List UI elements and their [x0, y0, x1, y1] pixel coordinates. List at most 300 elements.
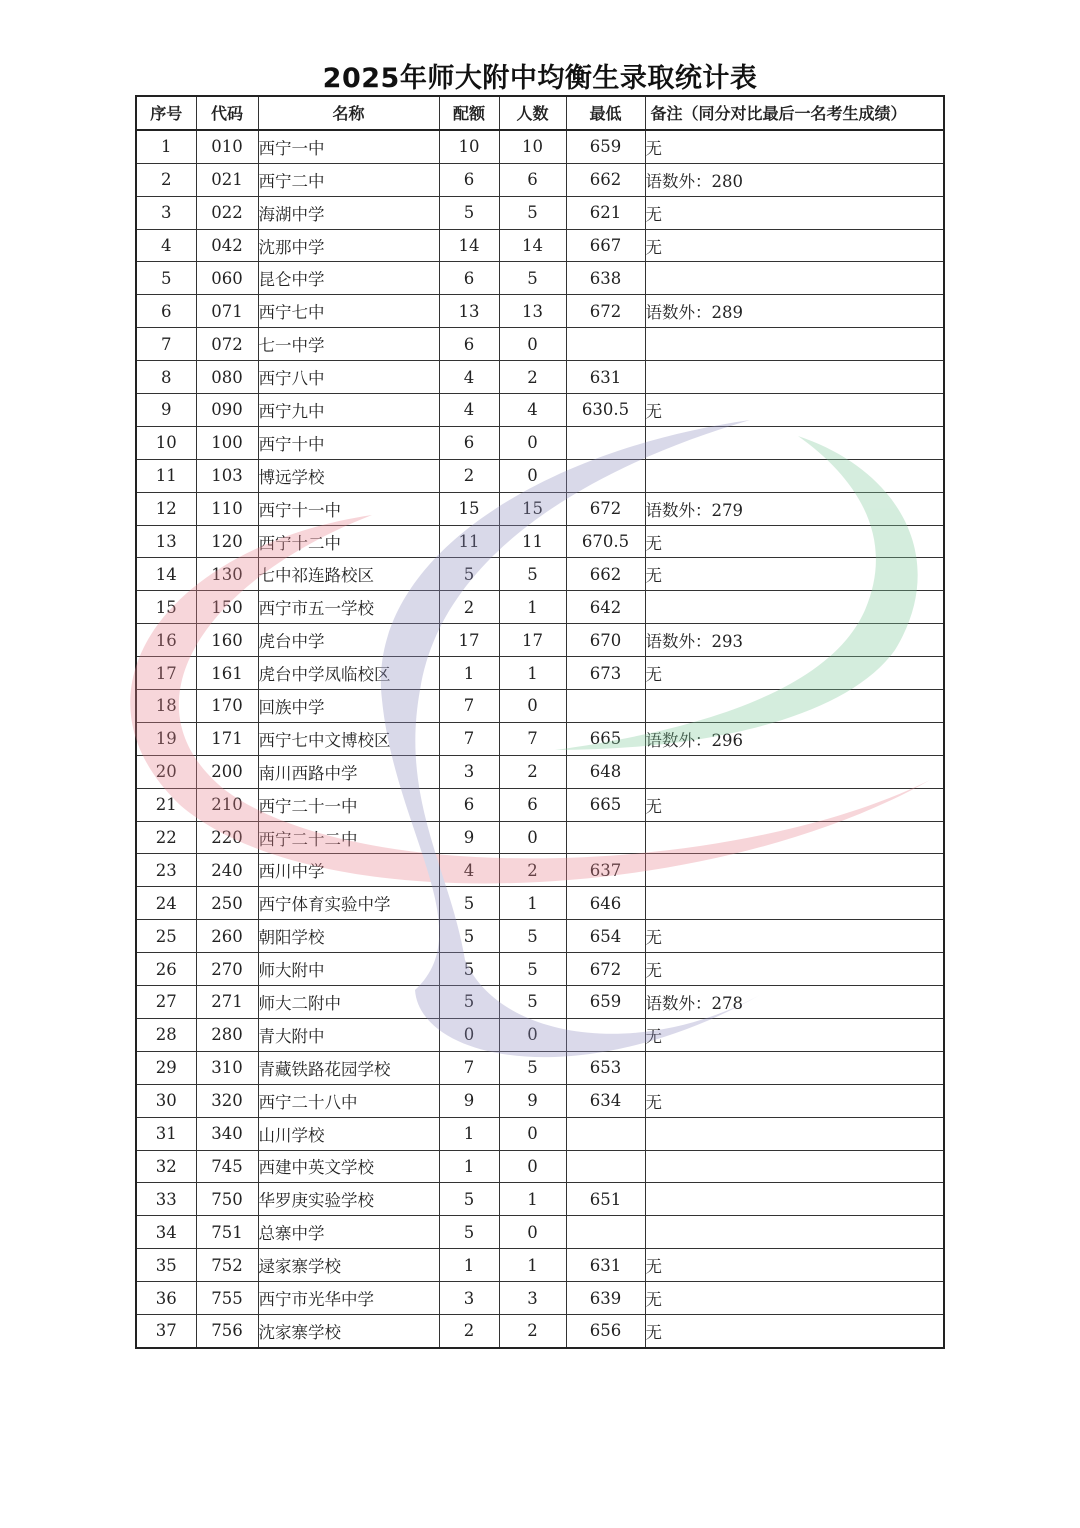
cell-index: 9 — [136, 394, 196, 427]
table-row — [136, 426, 944, 459]
cell-count: 1 — [499, 887, 566, 920]
cell-min-score: 673 — [566, 657, 645, 690]
cell-name: 昆仑中学 — [258, 262, 439, 295]
cell-quota: 7 — [439, 690, 499, 723]
cell-quota: 15 — [439, 492, 499, 525]
cell-count: 0 — [499, 1150, 566, 1183]
cell-code: 240 — [196, 854, 258, 887]
cell-note: 无 — [645, 229, 944, 262]
cell-count: 5 — [499, 920, 566, 953]
cell-code: 220 — [196, 821, 258, 854]
cell-count: 7 — [499, 722, 566, 755]
table-row — [136, 361, 944, 394]
cell-index: 17 — [136, 657, 196, 690]
table-row — [136, 1183, 944, 1216]
cell-count: 0 — [499, 1216, 566, 1249]
table-row — [136, 1282, 944, 1315]
cell-min-score: 631 — [566, 361, 645, 394]
cell-count: 0 — [499, 426, 566, 459]
cell-index: 16 — [136, 624, 196, 657]
cell-count: 5 — [499, 953, 566, 986]
cell-quota: 6 — [439, 163, 499, 196]
cell-min-score: 634 — [566, 1084, 645, 1117]
cell-name: 总寨中学 — [258, 1216, 439, 1249]
header-count: 人数 — [499, 96, 566, 130]
page-title: 2025年师大附中均衡生录取统计表 — [322, 63, 758, 94]
cell-min-score: 672 — [566, 953, 645, 986]
cell-quota: 3 — [439, 1282, 499, 1315]
cell-min-score — [566, 328, 645, 361]
cell-note: 无 — [645, 394, 944, 427]
cell-code: 745 — [196, 1150, 258, 1183]
cell-name: 西川中学 — [258, 854, 439, 887]
table-row — [136, 328, 944, 361]
cell-count: 1 — [499, 1249, 566, 1282]
cell-index: 12 — [136, 492, 196, 525]
cell-note: 无 — [645, 1018, 944, 1051]
cell-name: 西宁二中 — [258, 163, 439, 196]
cell-quota: 6 — [439, 328, 499, 361]
cell-count: 9 — [499, 1084, 566, 1117]
header-min-score: 最低 — [566, 96, 645, 130]
cell-count: 0 — [499, 821, 566, 854]
table-row — [136, 1117, 944, 1150]
cell-code: 750 — [196, 1183, 258, 1216]
table-row — [136, 722, 944, 755]
cell-code: 210 — [196, 788, 258, 821]
cell-note — [645, 459, 944, 492]
table-body — [136, 130, 944, 1348]
cell-code: 150 — [196, 591, 258, 624]
cell-note — [645, 755, 944, 788]
cell-code: 270 — [196, 953, 258, 986]
cell-name: 青大附中 — [258, 1018, 439, 1051]
cell-min-score: 659 — [566, 130, 645, 163]
cell-note — [645, 361, 944, 394]
cell-note: 语数外：279 — [645, 492, 944, 525]
cell-min-score: 639 — [566, 1282, 645, 1315]
cell-name: 西宁体育实验中学 — [258, 887, 439, 920]
cell-quota: 1 — [439, 657, 499, 690]
cell-code: 110 — [196, 492, 258, 525]
cell-quota: 0 — [439, 1018, 499, 1051]
header-code: 代码 — [196, 96, 258, 130]
cell-quota: 7 — [439, 722, 499, 755]
cell-count: 6 — [499, 163, 566, 196]
cell-code: 260 — [196, 920, 258, 953]
cell-name: 西宁十中 — [258, 426, 439, 459]
cell-count: 2 — [499, 854, 566, 887]
cell-name: 西宁二十一中 — [258, 788, 439, 821]
cell-note — [645, 1117, 944, 1150]
cell-index: 23 — [136, 854, 196, 887]
cell-note — [645, 1216, 944, 1249]
cell-name: 西宁七中文博校区 — [258, 722, 439, 755]
admission-stats-table — [135, 95, 945, 1349]
cell-count: 5 — [499, 1051, 566, 1084]
cell-note — [645, 690, 944, 723]
cell-name: 逯家寨学校 — [258, 1249, 439, 1282]
cell-count: 1 — [499, 591, 566, 624]
table-row — [136, 1314, 944, 1347]
cell-count: 2 — [499, 361, 566, 394]
cell-name: 西宁一中 — [258, 130, 439, 163]
table-row — [136, 986, 944, 1019]
cell-note: 无 — [645, 196, 944, 229]
cell-code: 340 — [196, 1117, 258, 1150]
cell-index: 10 — [136, 426, 196, 459]
cell-note — [645, 262, 944, 295]
cell-count: 0 — [499, 690, 566, 723]
cell-min-score — [566, 1150, 645, 1183]
cell-code: 120 — [196, 525, 258, 558]
cell-name: 西宁二十八中 — [258, 1084, 439, 1117]
cell-code: 756 — [196, 1314, 258, 1347]
cell-name: 西宁七中 — [258, 295, 439, 328]
cell-count: 14 — [499, 229, 566, 262]
cell-min-score: 646 — [566, 887, 645, 920]
cell-quota: 10 — [439, 130, 499, 163]
cell-min-score — [566, 1018, 645, 1051]
cell-count: 13 — [499, 295, 566, 328]
cell-code: 160 — [196, 624, 258, 657]
cell-code: 250 — [196, 887, 258, 920]
header-name: 名称 — [258, 96, 439, 130]
cell-note: 语数外：293 — [645, 624, 944, 657]
cell-name: 西宁十二中 — [258, 525, 439, 558]
table-row — [136, 591, 944, 624]
table-row — [136, 130, 944, 163]
cell-min-score: 654 — [566, 920, 645, 953]
cell-name: 师大附中 — [258, 953, 439, 986]
cell-count: 5 — [499, 262, 566, 295]
cell-min-score — [566, 459, 645, 492]
cell-name: 海湖中学 — [258, 196, 439, 229]
cell-note — [645, 328, 944, 361]
cell-note: 无 — [645, 657, 944, 690]
cell-index: 1 — [136, 130, 196, 163]
cell-note — [645, 821, 944, 854]
table-row — [136, 229, 944, 262]
cell-index: 36 — [136, 1282, 196, 1315]
table-row — [136, 1216, 944, 1249]
cell-index: 4 — [136, 229, 196, 262]
cell-note — [645, 854, 944, 887]
cell-code: 271 — [196, 986, 258, 1019]
cell-note: 语数外：280 — [645, 163, 944, 196]
cell-name: 西宁九中 — [258, 394, 439, 427]
cell-quota: 5 — [439, 558, 499, 591]
cell-quota: 6 — [439, 788, 499, 821]
cell-name: 朝阳学校 — [258, 920, 439, 953]
cell-index: 25 — [136, 920, 196, 953]
cell-note: 无 — [645, 1314, 944, 1347]
cell-index: 37 — [136, 1314, 196, 1347]
cell-note: 无 — [645, 1282, 944, 1315]
cell-name: 虎台中学凤临校区 — [258, 657, 439, 690]
cell-code: 170 — [196, 690, 258, 723]
cell-count: 1 — [499, 657, 566, 690]
table-row — [136, 854, 944, 887]
cell-name: 回族中学 — [258, 690, 439, 723]
cell-index: 6 — [136, 295, 196, 328]
cell-count: 2 — [499, 755, 566, 788]
cell-quota: 4 — [439, 854, 499, 887]
cell-min-score: 637 — [566, 854, 645, 887]
cell-quota: 4 — [439, 394, 499, 427]
cell-count: 5 — [499, 196, 566, 229]
cell-index: 31 — [136, 1117, 196, 1150]
cell-min-score: 642 — [566, 591, 645, 624]
table-row — [136, 459, 944, 492]
table-row — [136, 394, 944, 427]
cell-index: 29 — [136, 1051, 196, 1084]
cell-min-score: 667 — [566, 229, 645, 262]
cell-note — [645, 1150, 944, 1183]
cell-quota: 2 — [439, 591, 499, 624]
cell-quota: 11 — [439, 525, 499, 558]
header-note: 备注（同分对比最后一名考生成绩） — [645, 96, 944, 130]
cell-count: 15 — [499, 492, 566, 525]
cell-quota: 5 — [439, 1183, 499, 1216]
cell-note: 无 — [645, 920, 944, 953]
cell-quota: 5 — [439, 196, 499, 229]
cell-index: 13 — [136, 525, 196, 558]
table-header-row — [136, 96, 944, 130]
cell-quota: 4 — [439, 361, 499, 394]
cell-name: 博远学校 — [258, 459, 439, 492]
cell-index: 24 — [136, 887, 196, 920]
cell-quota: 5 — [439, 986, 499, 1019]
cell-code: 100 — [196, 426, 258, 459]
table-row — [136, 492, 944, 525]
cell-code: 022 — [196, 196, 258, 229]
table-row — [136, 821, 944, 854]
cell-code: 751 — [196, 1216, 258, 1249]
cell-name: 西宁十一中 — [258, 492, 439, 525]
cell-quota: 5 — [439, 1216, 499, 1249]
cell-index: 14 — [136, 558, 196, 591]
cell-code: 042 — [196, 229, 258, 262]
cell-quota: 9 — [439, 1084, 499, 1117]
cell-name: 华罗庚实验学校 — [258, 1183, 439, 1216]
cell-min-score: 662 — [566, 558, 645, 591]
cell-min-score — [566, 1216, 645, 1249]
cell-name: 西宁二十二中 — [258, 821, 439, 854]
cell-min-score: 670 — [566, 624, 645, 657]
cell-quota: 1 — [439, 1117, 499, 1150]
cell-quota: 5 — [439, 887, 499, 920]
cell-index: 22 — [136, 821, 196, 854]
table-row — [136, 1249, 944, 1282]
cell-count: 0 — [499, 1018, 566, 1051]
table-row — [136, 1018, 944, 1051]
table-row — [136, 755, 944, 788]
table-row — [136, 1051, 944, 1084]
cell-note: 无 — [645, 788, 944, 821]
cell-min-score: 670.5 — [566, 525, 645, 558]
cell-index: 11 — [136, 459, 196, 492]
cell-index: 30 — [136, 1084, 196, 1117]
cell-note — [645, 591, 944, 624]
cell-quota: 9 — [439, 821, 499, 854]
cell-quota: 13 — [439, 295, 499, 328]
cell-count: 5 — [499, 986, 566, 1019]
cell-count: 0 — [499, 328, 566, 361]
table-row — [136, 1084, 944, 1117]
cell-index: 15 — [136, 591, 196, 624]
header-index: 序号 — [136, 96, 196, 130]
cell-quota: 5 — [439, 953, 499, 986]
cell-name: 西宁市光华中学 — [258, 1282, 439, 1315]
cell-min-score: 653 — [566, 1051, 645, 1084]
cell-min-score: 665 — [566, 722, 645, 755]
table-row — [136, 920, 944, 953]
cell-name: 师大二附中 — [258, 986, 439, 1019]
cell-name: 山川学校 — [258, 1117, 439, 1150]
cell-quota: 5 — [439, 920, 499, 953]
cell-index: 34 — [136, 1216, 196, 1249]
table-row — [136, 295, 944, 328]
cell-index: 32 — [136, 1150, 196, 1183]
header-quota: 配额 — [439, 96, 499, 130]
cell-quota: 2 — [439, 459, 499, 492]
table-row — [136, 163, 944, 196]
cell-min-score: 662 — [566, 163, 645, 196]
cell-count: 10 — [499, 130, 566, 163]
cell-name: 沈家寨学校 — [258, 1314, 439, 1347]
cell-count: 0 — [499, 459, 566, 492]
cell-note: 语数外：296 — [645, 722, 944, 755]
cell-name: 西建中英文学校 — [258, 1150, 439, 1183]
cell-name: 南川西路中学 — [258, 755, 439, 788]
cell-count: 17 — [499, 624, 566, 657]
cell-code: 071 — [196, 295, 258, 328]
cell-code: 755 — [196, 1282, 258, 1315]
cell-index: 27 — [136, 986, 196, 1019]
table-row — [136, 788, 944, 821]
cell-index: 35 — [136, 1249, 196, 1282]
cell-code: 060 — [196, 262, 258, 295]
cell-min-score: 631 — [566, 1249, 645, 1282]
cell-index: 5 — [136, 262, 196, 295]
cell-min-score — [566, 690, 645, 723]
cell-name: 七一中学 — [258, 328, 439, 361]
cell-code: 161 — [196, 657, 258, 690]
table-row — [136, 953, 944, 986]
cell-min-score — [566, 426, 645, 459]
cell-note: 语数外：289 — [645, 295, 944, 328]
cell-name: 沈那中学 — [258, 229, 439, 262]
table-row — [136, 624, 944, 657]
cell-note: 语数外：278 — [645, 986, 944, 1019]
cell-name: 青藏铁路花园学校 — [258, 1051, 439, 1084]
cell-name: 七中祁连路校区 — [258, 558, 439, 591]
cell-min-score: 659 — [566, 986, 645, 1019]
cell-index: 8 — [136, 361, 196, 394]
table-row — [136, 196, 944, 229]
cell-count: 3 — [499, 1282, 566, 1315]
cell-min-score: 672 — [566, 295, 645, 328]
table-row — [136, 525, 944, 558]
cell-index: 18 — [136, 690, 196, 723]
cell-code: 103 — [196, 459, 258, 492]
cell-count: 2 — [499, 1314, 566, 1347]
table-row — [136, 657, 944, 690]
table-row — [136, 262, 944, 295]
cell-note: 无 — [645, 558, 944, 591]
cell-count: 6 — [499, 788, 566, 821]
cell-min-score: 672 — [566, 492, 645, 525]
cell-index: 19 — [136, 722, 196, 755]
cell-name: 西宁八中 — [258, 361, 439, 394]
cell-min-score: 656 — [566, 1314, 645, 1347]
cell-code: 090 — [196, 394, 258, 427]
cell-index: 26 — [136, 953, 196, 986]
cell-code: 021 — [196, 163, 258, 196]
cell-min-score: 648 — [566, 755, 645, 788]
cell-quota: 7 — [439, 1051, 499, 1084]
cell-quota: 17 — [439, 624, 499, 657]
cell-code: 072 — [196, 328, 258, 361]
cell-code: 130 — [196, 558, 258, 591]
cell-index: 3 — [136, 196, 196, 229]
cell-note: 无 — [645, 1249, 944, 1282]
table-row — [136, 690, 944, 723]
cell-note: 无 — [645, 525, 944, 558]
cell-quota: 6 — [439, 262, 499, 295]
cell-min-score — [566, 1117, 645, 1150]
cell-min-score — [566, 821, 645, 854]
cell-quota: 1 — [439, 1249, 499, 1282]
cell-count: 0 — [499, 1117, 566, 1150]
cell-code: 010 — [196, 130, 258, 163]
cell-code: 200 — [196, 755, 258, 788]
cell-quota: 14 — [439, 229, 499, 262]
cell-quota: 6 — [439, 426, 499, 459]
table-row — [136, 887, 944, 920]
cell-note — [645, 426, 944, 459]
cell-note — [645, 887, 944, 920]
cell-index: 28 — [136, 1018, 196, 1051]
cell-code: 171 — [196, 722, 258, 755]
cell-min-score: 621 — [566, 196, 645, 229]
cell-note: 无 — [645, 953, 944, 986]
cell-note: 无 — [645, 1084, 944, 1117]
table-row — [136, 1150, 944, 1183]
cell-code: 310 — [196, 1051, 258, 1084]
table-row — [136, 558, 944, 591]
cell-name: 虎台中学 — [258, 624, 439, 657]
cell-index: 2 — [136, 163, 196, 196]
cell-min-score: 665 — [566, 788, 645, 821]
cell-code: 752 — [196, 1249, 258, 1282]
cell-count: 5 — [499, 558, 566, 591]
cell-index: 21 — [136, 788, 196, 821]
cell-count: 4 — [499, 394, 566, 427]
cell-count: 1 — [499, 1183, 566, 1216]
cell-note — [645, 1183, 944, 1216]
cell-count: 11 — [499, 525, 566, 558]
cell-code: 080 — [196, 361, 258, 394]
cell-index: 20 — [136, 755, 196, 788]
cell-name: 西宁市五一学校 — [258, 591, 439, 624]
cell-quota: 2 — [439, 1314, 499, 1347]
cell-quota: 1 — [439, 1150, 499, 1183]
cell-code: 320 — [196, 1084, 258, 1117]
cell-index: 33 — [136, 1183, 196, 1216]
cell-quota: 3 — [439, 755, 499, 788]
